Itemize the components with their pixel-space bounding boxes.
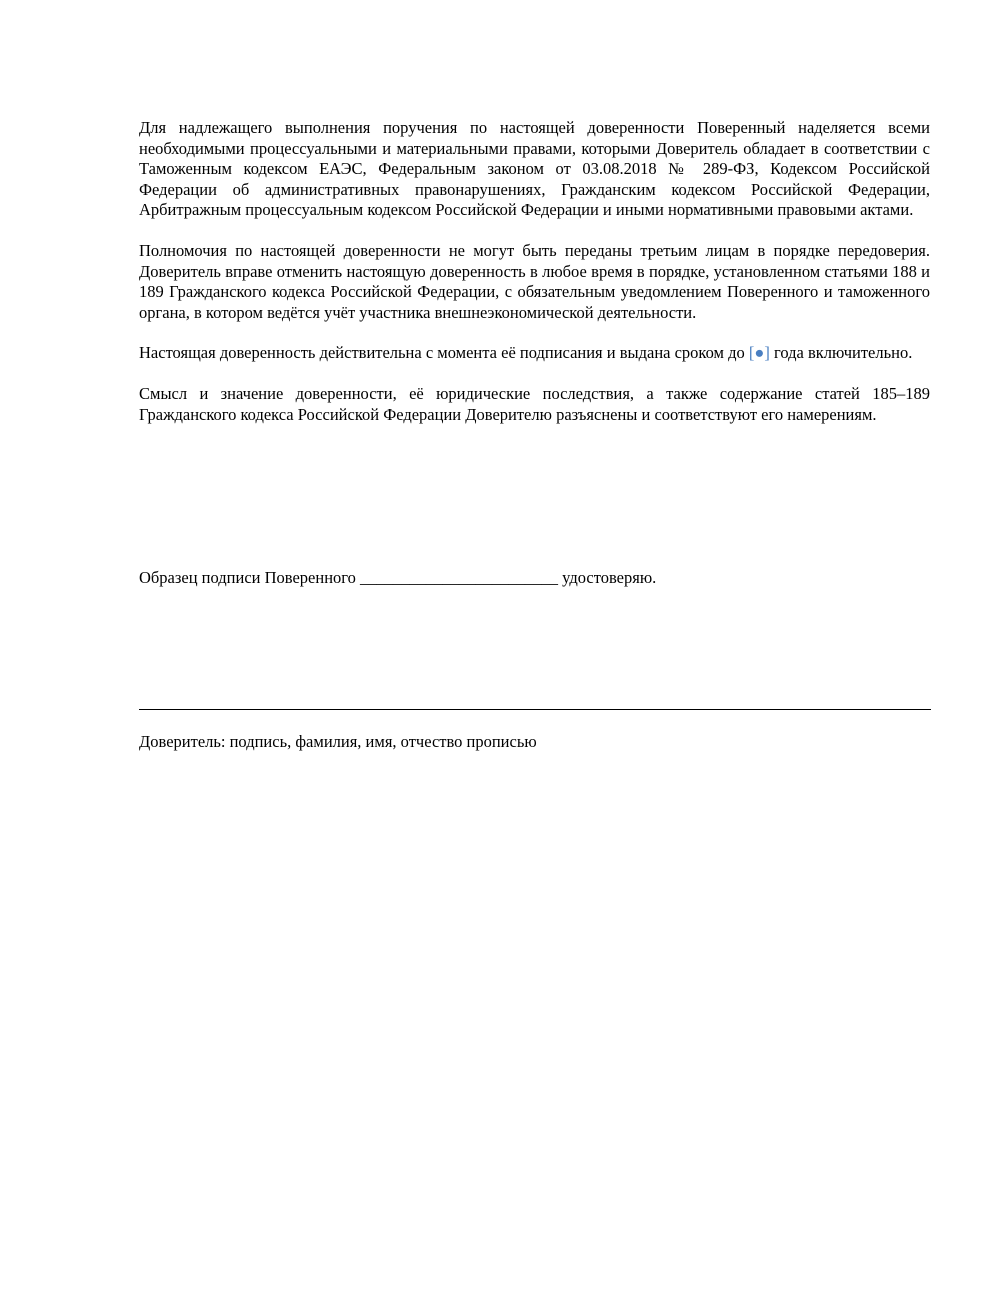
paragraph-substitution: Полномочия по настоящей доверенности не могут быть переданы третьим лицам в порядке передоверия. Доверитель вправе отменить настоящую доверенность в любое время в порядке, установленном статьями 188 и 189 Гражданского кодекса Российской Федерации, с обязательным уведомлением Поверенного и таможенного органа, в котором ведётся учёт участника внешнеэкономической деятельности. <box>139 240 930 322</box>
signature-sample-suffix: удостоверяю. <box>562 568 657 587</box>
paragraph-validity <box>139 343 930 364</box>
signature-sample-blank: ________________________ <box>360 568 559 587</box>
validity-date-placeholder: [●] <box>748 343 770 363</box>
document-body <box>139 118 930 445</box>
signature-line <box>139 709 931 710</box>
signature-sample-label: Образец подписи Поверенного <box>139 568 356 587</box>
paragraph-powers: Для надлежащего выполнения поручения по настоящей доверенности Поверенный наделяется всеми необходимыми процессуальными и материальными правами, которыми Доверитель обладает в соответствии с Таможенным кодексом ЕАЭС, Федеральным законом от 03.08.2018 № 289-ФЗ, Кодексом Российской Федерации об административных правонарушениях, Гражданским кодексом Российской Федерации, Арбитражным процессуальным кодексом Российской Федерации и иными нормативными правовыми актами. <box>139 118 930 220</box>
signature-sample-line <box>139 568 656 589</box>
validity-text-before: Настоящая доверенность действительна с момента её подписания и выдана сроком до <box>139 343 745 363</box>
paragraph-consequences: Смысл и значение доверенности, её юридические последствия, а также содержание статей 185–189 Гражданского кодекса Российской Федерации Доверителю разъяснены и соответствуют его намерениям. <box>139 383 930 424</box>
validity-text-after: года включительно. <box>773 343 913 363</box>
signature-caption: Доверитель: подпись, фамилия, имя, отчество прописью <box>139 732 537 751</box>
